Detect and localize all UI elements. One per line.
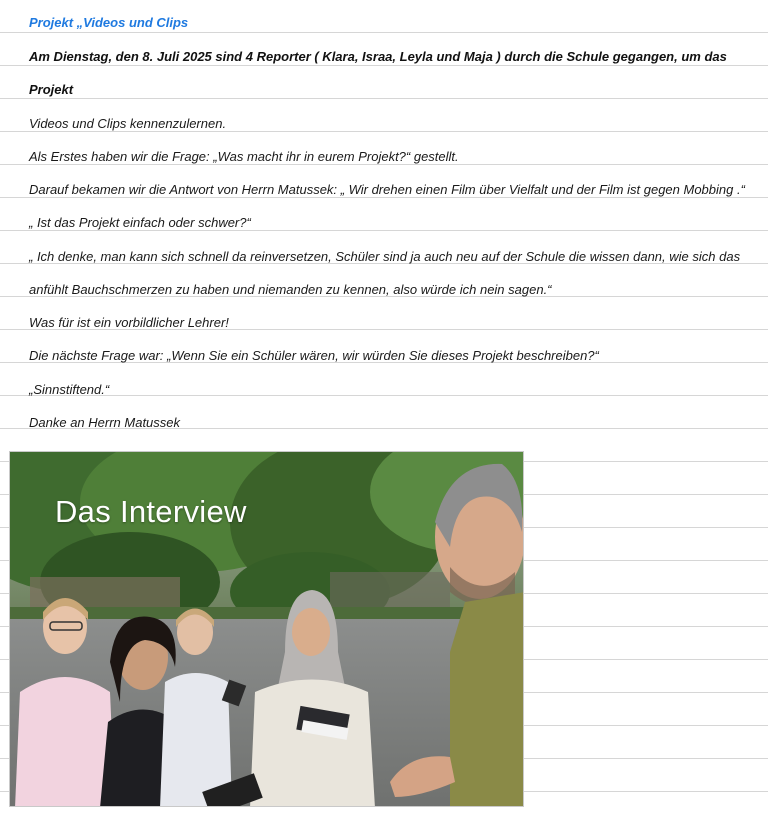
intro-text-line-2: Projekt	[29, 82, 74, 97]
answer-2-line-2: anfühlt Bauchschmerzen zu haben und niemanden zu kennen, also würde ich nein sagen.“	[29, 282, 552, 297]
photo-caption: Das Interview	[55, 494, 247, 529]
intro-text-line-1: Am Dienstag, den 8. Juli 2025 sind 4 Reporter ( Klara, Israa, Leyla und Maja ) durch die Schule gegangen, um das	[29, 49, 727, 64]
comment-line: Was für ist ein vorbildlicher Lehrer!	[29, 315, 229, 330]
answer-1: Darauf bekamen wir die Antwort von Herrn Matussek: „ Wir drehen einen Film über Vielfalt und der Film ist gegen Mobbing .“	[29, 182, 745, 197]
interview-photo	[9, 451, 524, 807]
document-title: Projekt „Videos und Clips	[29, 15, 189, 30]
answer-3: „Sinnstiftend.“	[29, 382, 110, 397]
question-3: Die nächste Frage war: „Wenn Sie ein Schüler wären, wir würden Sie dieses Projekt beschreiben?“	[29, 348, 599, 363]
thanks-line: Danke an Herrn Matussek	[29, 415, 181, 430]
intro-text-line-3: Videos und Clips kennenzulernen.	[29, 116, 227, 131]
question-2: „ Ist das Projekt einfach oder schwer?“	[29, 215, 251, 230]
question-1: Als Erstes haben wir die Frage: „Was macht ihr in eurem Projekt?“ gestellt.	[29, 149, 459, 164]
answer-2-line-1: „ Ich denke, man kann sich schnell da reinversetzen, Schüler sind ja auch neu auf der Schule die wissen dann, wie sich das	[29, 249, 741, 264]
